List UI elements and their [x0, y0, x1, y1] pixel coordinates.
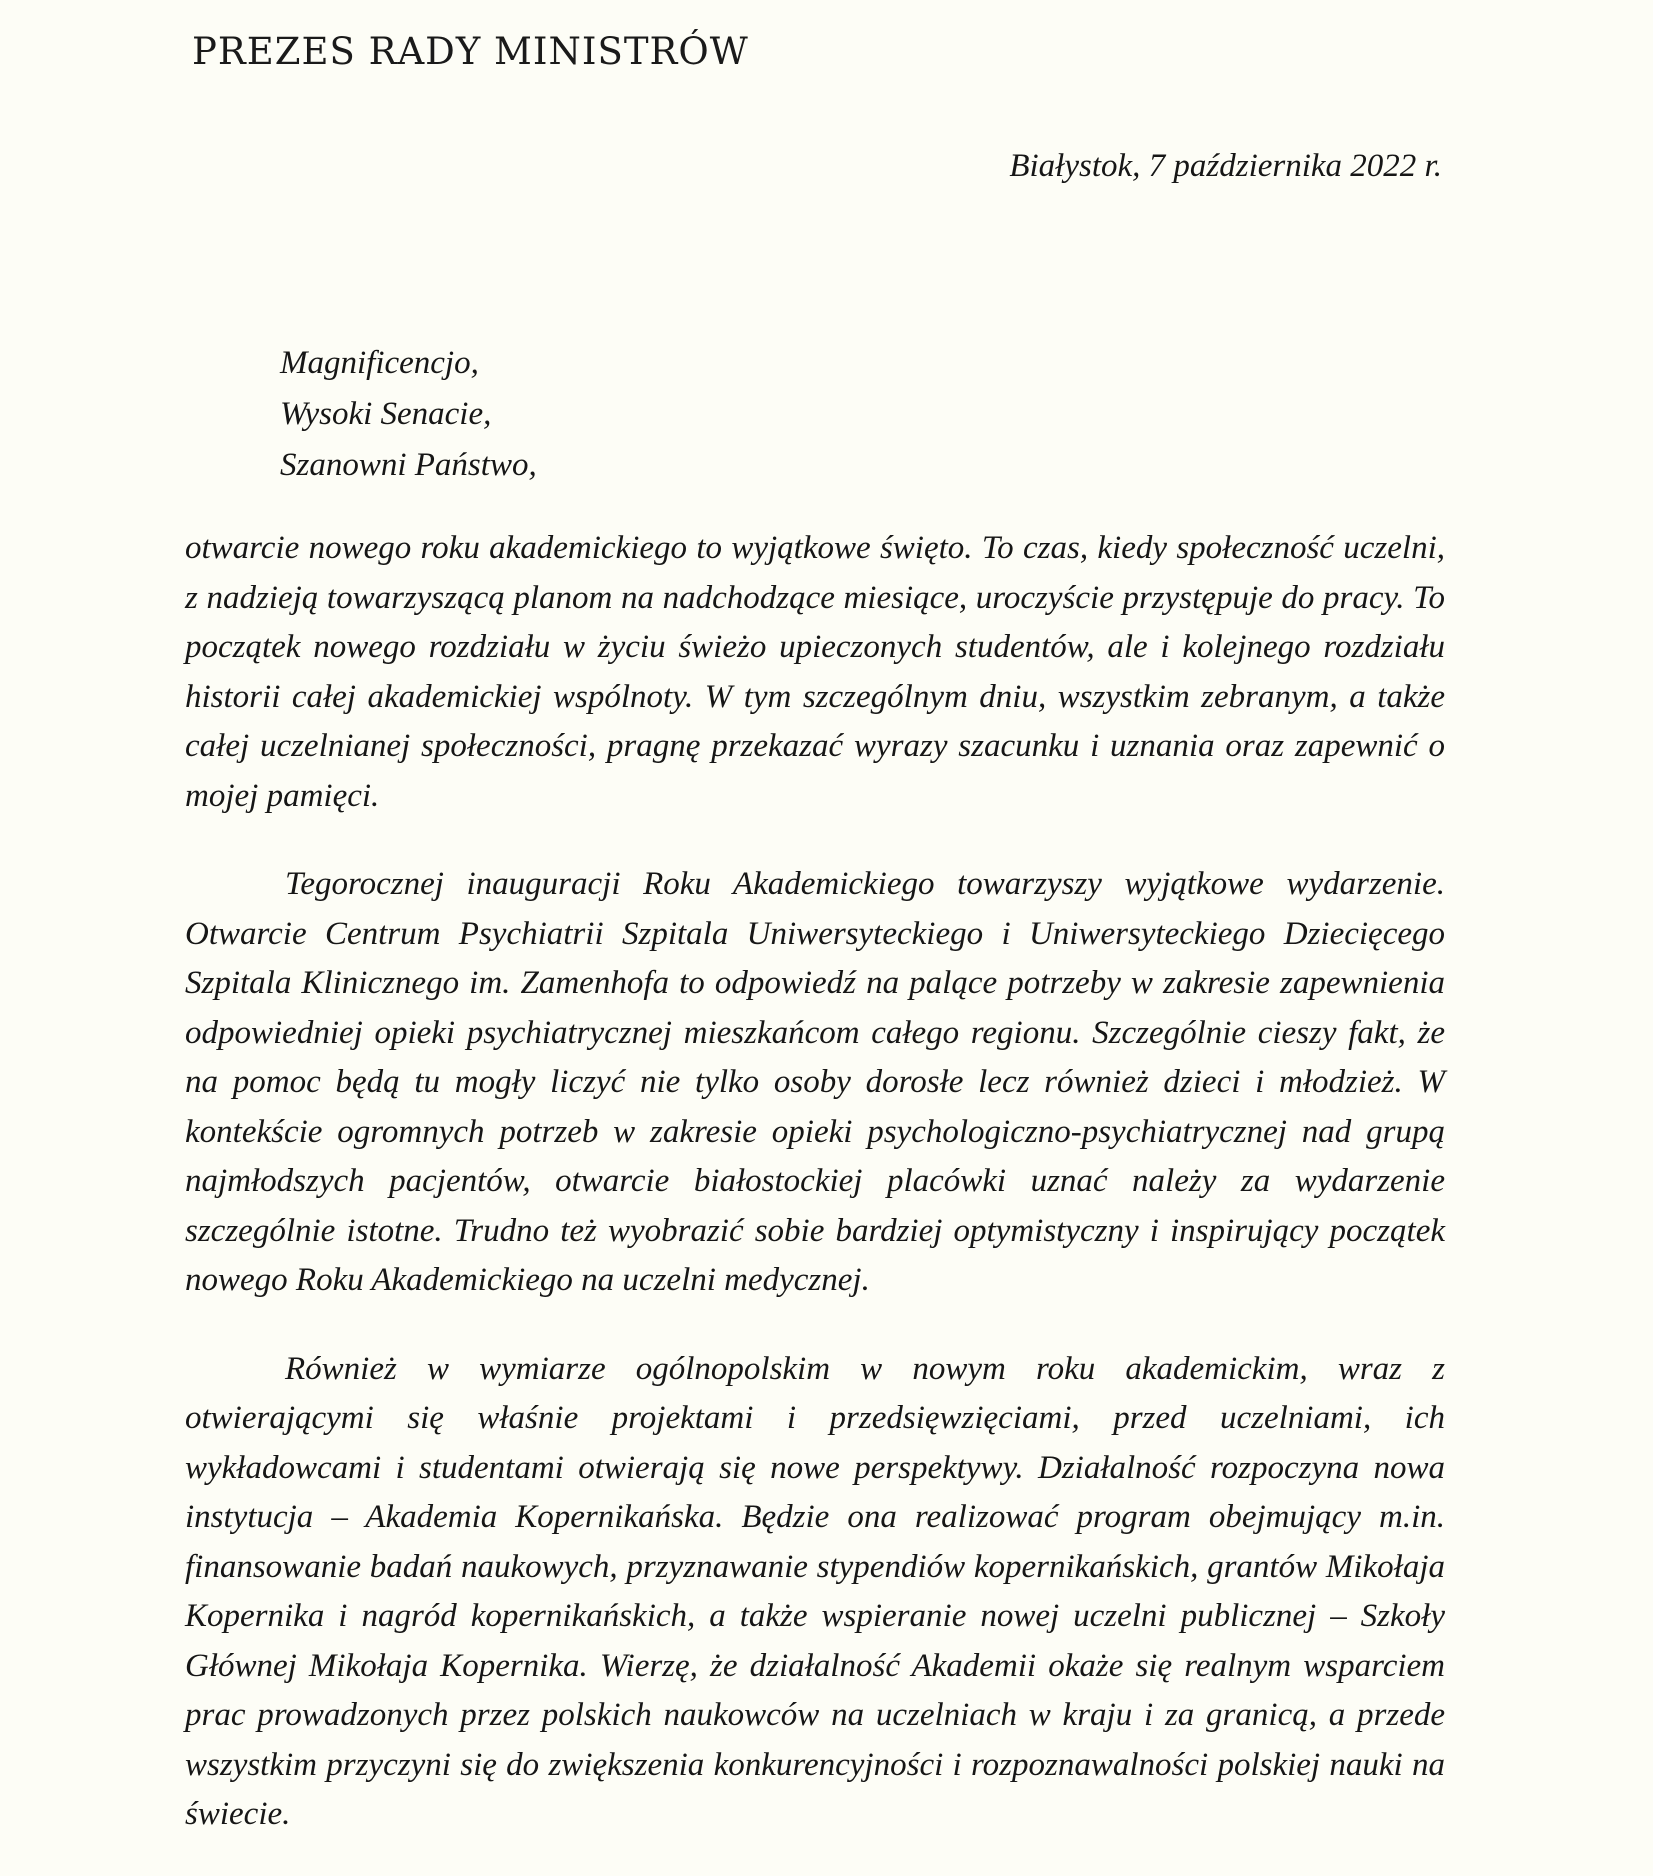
salutation-line: Wysoki Senacie, [280, 396, 492, 432]
paragraph-opening: otwarcie nowego roku akademickiego to wyjątkowe święto. To czas, kiedy społeczność uczelni, z nadzieją towarzyszącą planom na nadchodzące miesiące, uroczyście przystępuje do pracy. To początek nowego rozdziału w życiu świeżo upieczonych studentów, ale i kolejnego rozdziału historii całej akademickiej wspólnoty. W tym szczególnym dniu, wszystkim zebranym, a także całej uczelnianej społeczności, pragnę przekazać wyrazy szacunku i uznania oraz zapewnić o mojej pamięci. [185, 530, 1445, 814]
salutation-line: Szanowni Państwo, [280, 447, 537, 483]
paragraph-psychiatry-centre: Tegorocznej inauguracji Roku Akademickiego towarzyszy wyjątkowe wydarzenie. Otwarcie Centrum Psychiatrii Szpitala Uniwersyteckiego i Uniwersyteckiego Dziecięcego Szpitala Klinicznego im. Zamenhofa to odpowiedź na palące potrzeby w zakresie zapewnienia odpowiedniej opieki psychiatrycznej mieszkańcom całego regionu. Szczególnie cieszy fakt, że na pomoc będą tu mogły liczyć nie tylko osoby dorosłe lecz również dzieci i młodzież. W kontekście ogromnych potrzeb w zakresie opieki psychologiczno-psychiatrycznej nad grupą najmłodszych pacjentów, otwarcie białostockiej placówki uznać należy za wydarzenie szczególnie istotne. Trudno też wyobrazić sobie bardziej optymistyczny i inspirujący początek nowego Roku Akademickiego na uczelni medycznej. [185, 866, 1445, 1298]
letter-body [185, 524, 1445, 1840]
salutation [280, 338, 537, 491]
place-date: Białystok, 7 października 2022 r. [1009, 148, 1442, 184]
letterhead: PREZES RADY MINISTRÓW [192, 30, 749, 73]
paragraph-copernican-academy: Również w wymiarze ogólnopolskim w nowym roku akademickim, wraz z otwierającymi się właśnie projektami i przedsięwzięciami, przed uczelniami, ich wykładowcami i studentami otwierają się nowe perspektywy. Działalność rozpoczyna nowa instytucja – Akademia Kopernikańska. Będzie ona realizować program obejmujący m.in. finansowanie badań naukowych, przyznawanie stypendiów kopernikańskich, grantów Mikołaja Kopernika i nagród kopernikańskich, a także wspieranie nowej uczelni publicznej – Szkoły Głównej Mikołaja Kopernika. Wierzę, że działalność Akademii okaże się realnym wsparciem prac prowadzonych przez polskich naukowców na uczelniach w kraju i za granicą, a przede wszystkim przyczyni się do zwiększenia konkurencyjności i rozpoznawalności polskiej nauki na świecie. [185, 1350, 1445, 1832]
salutation-line: Magnificencjo, [280, 345, 479, 381]
